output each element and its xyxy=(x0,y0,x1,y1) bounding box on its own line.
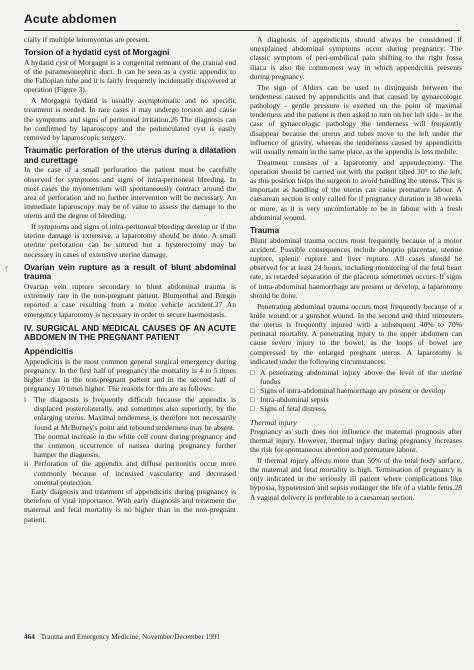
list-marker: □ xyxy=(250,367,255,377)
appendicitis-paragraph-1: Appendicitis is the most common general surgical emergency during pregnancy. In the first half of pregnancy the mortality is 4 to 5 times higher than in the non-pregnant patient and in the second half of pregnancy 10 times higher. The reasons for this are as follows: xyxy=(24,356,236,394)
uterus-paragraph-1: In the case of a small perforation the patient must be carefully observed for symptoms and signs of intra-peritoneal bleeding. In most cases the myometrium will spontaneously contract around the area of perforation and no further intervention will be necessary. An immediate laparoscopy may be of value to assess the damage to the uterus and the degree of bleeding. xyxy=(24,165,236,221)
list-item xyxy=(250,395,462,404)
page-header: Acute abdomen xyxy=(24,12,117,26)
header-rule xyxy=(24,30,460,31)
list-item-text: A penetrating abdominal injury above the level of the uterine fundus xyxy=(260,367,462,386)
list-item-text: Perforation of the appendix and diffuse peritonitis occur more commonly because of increased vascularity and decreased omental protection. xyxy=(34,459,236,487)
section-heading-thermal: Thermal injury xyxy=(250,417,297,427)
list-item-text: The diagnosis is frequently difficult because the appendix is displaced posterolaterally, and sometimes also superiorly, by the enlarging uterus. Maximal tenderness is therefore not necessarily found at McBurney's point and rebound tenderness may be absent. xyxy=(34,394,236,432)
ovarian-paragraph: Ovarian vein rupture secondary to blunt abdominal trauma is extremely rare in the non-pregnant patient. Blumenthal and Burgin reported a case resulting from a motor vehicle accident.27 An emergency laparotomy is necessary in order to secure haemostasis. xyxy=(24,282,236,319)
right-paragraph-2: The sign of Alders can be used to distinguish between the tenderness caused by appendicitis and that caused by gynaecologic pathology - gentle pressure is exerted on the point of maximal tenderness and the patient is then asked to turn on her left side - in the case of gynaecologic pathology the tenderness will frequently disappear because the uterus and tubes move to the left under the influence of gravity, whereas the tenderness caused by appendicitis will usually remain in the same place, as the appendix is less mobile. xyxy=(250,82,462,156)
list-item-text: Signs of fetal distress. xyxy=(260,404,327,414)
section-heading-pregnant: IV. SURGICAL AND MEDICAL CAUSES OF AN ACUTE ABDOMEN IN THE PREGNANT PATIENT xyxy=(24,323,236,343)
uterus-paragraph-2: If symptoms and signs of intra-peritoneal bleeding develop or if the uterine damage is extensive, a laparotomy should be done. A small uterine perforation can be sutured but a hysterectomy may be necessary in cases of extensive uterine damage. xyxy=(24,222,236,259)
list-marker: □ xyxy=(250,385,255,395)
thermal-paragraph-1: Pregnancy as such does not influence the maternal prognosis after thermal injury. However, thermal injury during pregnancy increases the risk for spontaneous abortion and premature labour. xyxy=(250,426,462,455)
left-column xyxy=(24,35,236,625)
list-item xyxy=(24,459,236,487)
torsion-paragraph-1: A hydatid cyst of Morgagni is a congenital remnant of the cranial end of the paramesonephric duct. It can be seen as a cystic appendix to the Fallopian tube and it is fairly frequently incidentally discovered at operation (Figure 3). xyxy=(24,57,236,95)
laparotomy-indications-list xyxy=(250,368,462,414)
list-marker: i xyxy=(24,394,27,404)
section-heading-ovarian: Ovarian vein rupture as a result of blunt abdominal trauma xyxy=(24,262,236,282)
list-item xyxy=(24,432,236,460)
journal-citation: Trauma and Emergency Medicine, November/December 1991 xyxy=(40,633,221,641)
intro-paragraph: cially if multiple leiomyomas are present. xyxy=(24,35,150,44)
appendicitis-paragraph-2: Early diagnosis and treatment of appendicitis during pregnancy is therefore of vital importance. With early diagnosis and treatment the maternal and fetal mortality is no higher than in the non-pregnant patient. xyxy=(24,486,236,524)
trauma-paragraph-2: Penetrating abdominal trauma occurs most frequently because of a knife wound or a gunshot wound. In the second and third trimesters the uterus is frequently injured with a subsequent 40% to 70% perinatal mortality. A penetrating injury to the upper abdomen can cause severe injury to the bowel, as the loops of bowel are compressed by the enlarged pregnant uterus. A laparotomy is indicated under the following circumstances: xyxy=(250,301,462,366)
list-marker: □ xyxy=(250,395,255,405)
page-number: 464 xyxy=(24,633,35,641)
section-heading-uterus: Traumatic perforation of the uterus during a dilatation and curettage xyxy=(24,146,236,165)
list-item xyxy=(250,386,462,395)
list-item-text: Intra-abdominal sepsis xyxy=(260,395,329,405)
appendicitis-reasons-list xyxy=(24,395,236,487)
list-item-text: Signs of intra-abdominal haemorrhage are present or develop xyxy=(260,385,446,395)
section-heading-torsion: Torsion of a hydatid cyst of Morgagni xyxy=(24,48,170,58)
section-heading-appendicitis: Appendicitis xyxy=(24,347,74,357)
trauma-paragraph-1: Blunt abdominal trauma occurs most frequently because of a motor accident. Possible consequences include abruptio placentae, uterine rupture, splenic rupture and liver rupture. All cases should be observed for at least 24 hours, including monitoring of the fetal heart rate, as retarded separation of the placenta sometimes occurs. If signs of intra-abdominal haemorrhage are present or develop, a laparotomy should be done. xyxy=(250,235,462,300)
right-paragraph-3: Treatment consists of a laparotomy and appendectomy. The operation should be carried out with the patient tilted 30° to the left, as this position helps the surgeon to avoid handling the uterus. This is important as handling of the uterus can cause premature labour. A caesarean section is only called for if pregnancy duration is 38 weeks or more, as it is very uncomfortable to be in labour with a fresh abdominal wound. xyxy=(250,157,462,222)
torsion-paragraph-2: A Morgagni hydatid is usually asymptomatic and no specific treatment is needed. In rare cases it may undergo torsion and cause the symptoms and signs of peritoneal irritation.26 The diagnosis can be confirmed by laparoscopy and the pedunculated cyst is easily removed by laparoscopic surgery. xyxy=(24,96,236,142)
page-footer xyxy=(24,633,220,641)
list-item xyxy=(250,368,462,386)
thermal-paragraph-2: If thermal injury affects more than 50% of the total body surface, the maternal and fetal mortality is high. Termination of pregnancy is only indicated in the seriously ill patient where complications like hypoxia, hypotension and sepsis endanger the life of a viable fetus.28 A vaginal delivery is preferable to a caesarean section. xyxy=(250,455,462,502)
list-marker: ii xyxy=(24,459,29,469)
section-heading-trauma: Trauma xyxy=(250,226,280,236)
right-column xyxy=(250,35,462,625)
right-paragraph-1: A diagnosis of appendicitis should always be considered if unexplained abdominal symptoms occur during pregnancy. The classic symptom of peri-umbilical pain shifting to the right fossa iliaca is also the commonest way in which appendicitis presents during pregnancy. xyxy=(250,35,462,81)
list-item xyxy=(250,404,462,413)
margin-annotation: -f xyxy=(2,265,8,274)
list-marker: □ xyxy=(250,404,255,414)
list-item-text: The normal increase in the white cell count during pregnancy and the common occurrence of nausea during pregnancy further hamper the diagnosis. xyxy=(34,431,236,460)
list-item xyxy=(24,395,236,432)
